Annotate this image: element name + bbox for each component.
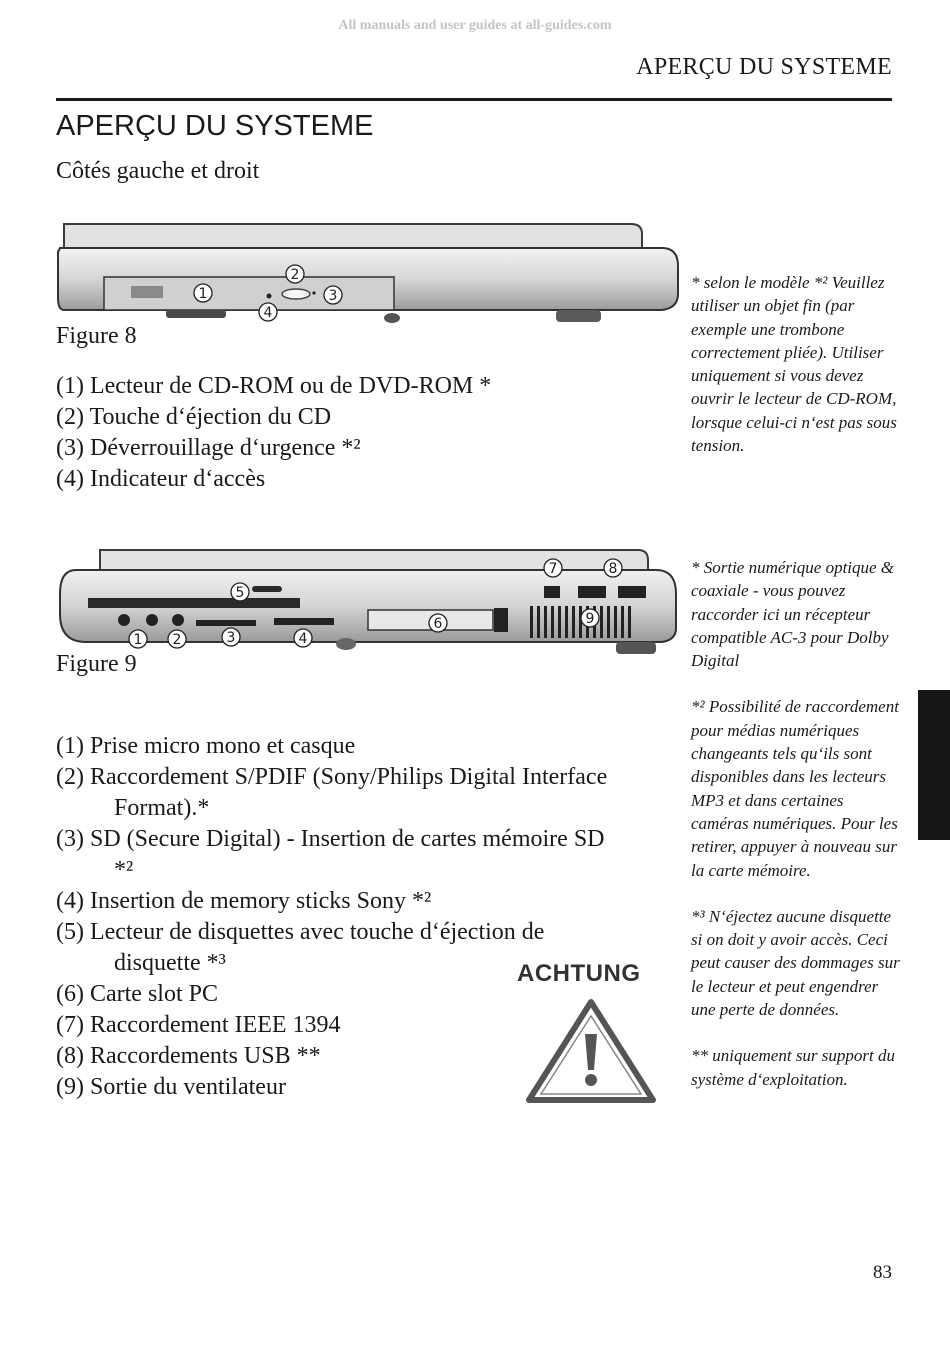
note: * Sortie numérique optique & coaxiale - vous pouvez raccorder ici un récepteur compatible AC-3 pour Dolby Digital (691, 558, 895, 671)
figure9-illustration (56, 544, 682, 656)
fig9-marker-7: 7 (548, 561, 558, 577)
fig9-marker-5: 5 (235, 585, 245, 601)
fig8-marker-2: 2 (290, 267, 300, 283)
fig8-marker-1: 1 (198, 286, 208, 302)
fig8-marker-3: 3 (328, 288, 338, 304)
list-item: (4) Indicateur d‘accès (56, 466, 266, 492)
note: * selon le modèle *² Veuillez utiliser un objet fin (par exemple une trombone correctement pliée). Utiliser uniquement si vous devez ouvrir le lecteur de CD-ROM, lorsque celui-ci n‘est pas sous tension. (691, 273, 897, 456)
running-header: APERÇU DU SYSTEME (636, 54, 892, 80)
list-item: (3) Déverrouillage d‘urgence *² (56, 435, 361, 461)
note: *³ N‘éjectez aucune disquette si on doit y avoir accès. Ceci peut causer des dommages sur le lecteur et peut engendrer une perte de données. (691, 906, 900, 1020)
figure9-notes (691, 556, 901, 1114)
list-item: (4) Insertion de memory sticks Sony *² (56, 888, 432, 914)
list-item: (1) Prise micro mono et casque (56, 733, 356, 759)
fig9-marker-2: 2 (172, 632, 182, 648)
list-item: (2) Touche d‘éjection du CD (56, 404, 332, 430)
chapter-tab (918, 690, 950, 840)
header-rule (56, 98, 892, 101)
warning-triangle-icon (523, 996, 659, 1111)
fig9-marker-1: 1 (133, 632, 143, 648)
fig8-marker-4: 4 (263, 305, 273, 321)
fig9-marker-4: 4 (298, 631, 308, 647)
warning-label: ACHTUNG (517, 960, 641, 987)
list-item: (2) Raccordement S/PDIF (Sony/Philips Digital Interface Format).* (56, 764, 608, 821)
list-item: (3) SD (Secure Digital) - Insertion de cartes mémoire SD *² (56, 826, 605, 883)
page-title: APERÇU DU SYSTEME (56, 110, 374, 142)
figure8-notes (691, 271, 901, 480)
list-item: (9) Sortie du ventilateur (56, 1074, 286, 1100)
note: *² Possibilité de raccordement pour médias numériques changeants tels qu‘ils sont disponibles dans les lecteurs MP3 et dans certaines caméras numériques. Pour les retirer, appuyer à nouveau sur la carte mémoire. (691, 697, 899, 880)
list-item: (6) Carte slot PC (56, 981, 218, 1007)
figure8-legend (56, 371, 656, 495)
page-number: 83 (873, 1262, 892, 1283)
fig9-marker-8: 8 (608, 561, 618, 577)
figure8-illustration (56, 220, 682, 326)
list-item: (5) Lecteur de disquettes avec touche d‘éjection de disquette *³ (56, 919, 545, 976)
section-subtitle: Côtés gauche et droit (56, 158, 260, 184)
figure8-label: Figure 8 (56, 323, 137, 349)
list-item: (8) Raccordements USB ** (56, 1043, 321, 1069)
fig9-marker-6: 6 (433, 616, 443, 632)
list-item: (7) Raccordement IEEE 1394 (56, 1012, 341, 1038)
fig9-marker-3: 3 (226, 630, 236, 646)
note: ** uniquement sur support du système d‘exploitation. (691, 1046, 895, 1089)
figure9-label: Figure 9 (56, 651, 137, 677)
fig9-marker-9: 9 (585, 611, 595, 627)
list-item: (1) Lecteur de CD-ROM ou de DVD-ROM * (56, 373, 492, 399)
watermark: All manuals and user guides at all-guides.com (338, 18, 612, 33)
